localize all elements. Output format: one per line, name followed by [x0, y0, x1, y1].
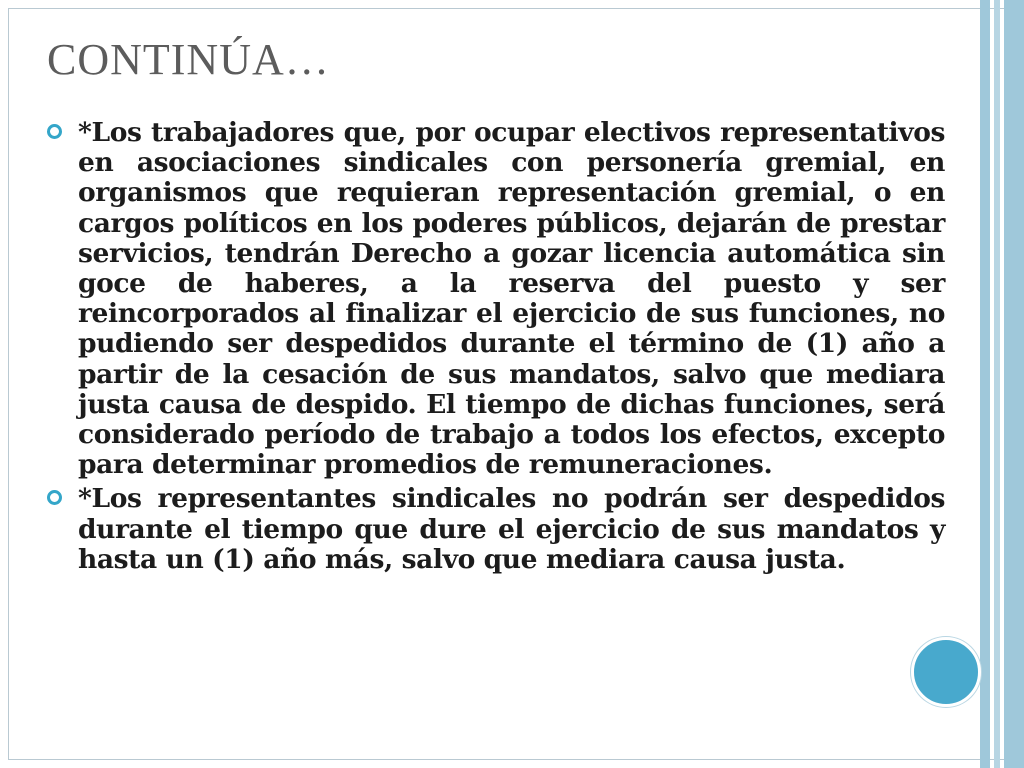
decorative-circle-icon: [911, 637, 981, 707]
side-band-3: [1004, 0, 1024, 768]
side-band-1: [980, 0, 990, 768]
bullet-text-1: *Los trabajadores que, por ocupar electivos representativos en asociaciones sindicales con personería gremial, en organismos que requieran representación gremial, o en cargos políticos en los poderes públicos, dejarán de prestar servicios, tendrán Derecho a gozar licencia automática sin goce de haberes, a la reserva del puesto y ser reincorporados al finalizar el ejercicio de sus funciones, no pudiendo ser despedidos durante el término de (1) año a partir de la cesación de sus mandatos, salvo que mediara justa causa de despido. El tiempo de dichas funciones, será considerado período de trabajo a todos los efectos, excepto para determinar promedios de remuneraciones.: [78, 117, 945, 481]
bullet-item-1: [47, 118, 945, 480]
slide-title: CONTINÚA…: [47, 35, 330, 84]
bullet-list: [47, 118, 945, 575]
side-band-2: [994, 0, 1000, 768]
ring-bullet-icon: [47, 124, 62, 139]
bullet-text-2: *Los representantes sindicales no podrán ser despedidos durante el tiempo que dure el ejercicio de sus mandatos y hasta un (1) año más, salvo que mediara causa justa.: [78, 483, 945, 575]
bullet-item-2: [47, 484, 945, 575]
ring-bullet-icon: [47, 490, 62, 505]
